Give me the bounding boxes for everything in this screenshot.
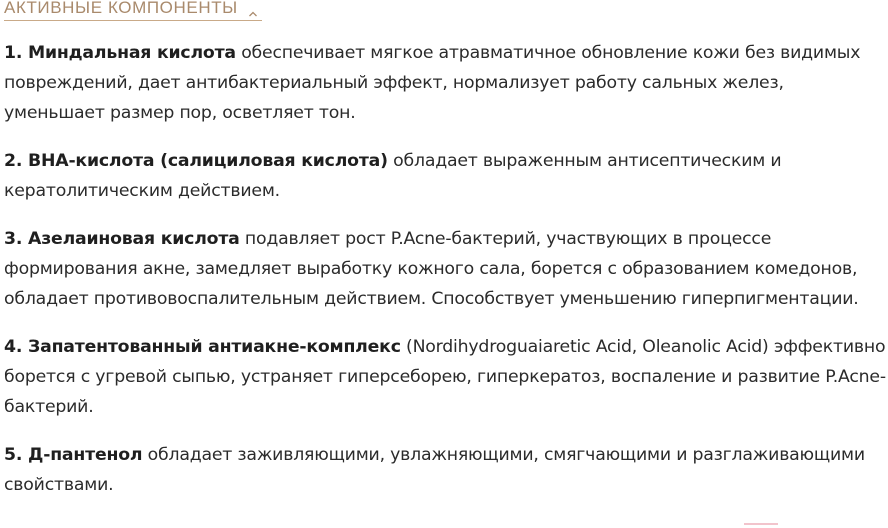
ingredient-description: обладает выраженным антисептическим и кератолитическим действием. (4, 151, 782, 201)
ingredient-name (4, 43, 236, 63)
ingredient-title: Запатентованный антиакне-комплекс (28, 337, 401, 357)
ingredient-title: Миндальная кислота (28, 43, 236, 63)
ingredient-description: обеспечивает мягкое атравматичное обновление кожи без видимых повреждений, дает антибактериальный эффект, нормализует работу сальных желез, уменьшает размер пор, осветляет тон. (4, 43, 861, 123)
ingredient-number: 4. (4, 337, 23, 357)
ingredient-item (4, 224, 886, 314)
ingredient-item (4, 440, 886, 500)
ingredient-description: обладает заживляющими, увлажняющими, смягчающими и разглаживающими свойствами. (4, 445, 865, 495)
ingredient-title: Д-пантенол (28, 445, 143, 465)
ingredient-number: 5. (4, 445, 23, 465)
ingredient-name (4, 229, 240, 249)
ingredient-title: Азелаиновая кислота (28, 229, 240, 249)
ingredient-name (4, 151, 388, 171)
ingredient-title: BHA-кислота (салициловая кислота) (28, 151, 388, 171)
accent-divider (744, 523, 778, 525)
ingredient-number: 2. (4, 151, 23, 171)
section-title: АКТИВНЫЕ КОМПОНЕНТЫ (4, 0, 238, 17)
ingredients-list (4, 38, 886, 518)
ingredient-number: 3. (4, 229, 23, 249)
ingredient-item (4, 38, 886, 128)
ingredient-description: (Nordihydroguaiaretic Acid, Oleanolic Acid) эффективно борется с угревой сыпью, устраняет гиперсеборею, гиперкератоз, воспаление и развитие P.Acne-бактерий. (4, 337, 886, 417)
chevron-up-icon (248, 4, 258, 14)
ingredient-item (4, 146, 886, 206)
ingredient-name (4, 445, 142, 465)
ingredient-description: подавляет рост P.Acne-бактерий, участвующих в процессе формирования акне, замедляет выработку кожного сала, борется с образованием комедонов, обладает противовоспалительным действием. Способствует уменьшению гиперпигментации. (4, 229, 859, 309)
ingredient-name (4, 337, 401, 357)
active-components-toggle[interactable] (4, 0, 262, 21)
ingredient-number: 1. (4, 43, 23, 63)
ingredient-item (4, 332, 886, 422)
